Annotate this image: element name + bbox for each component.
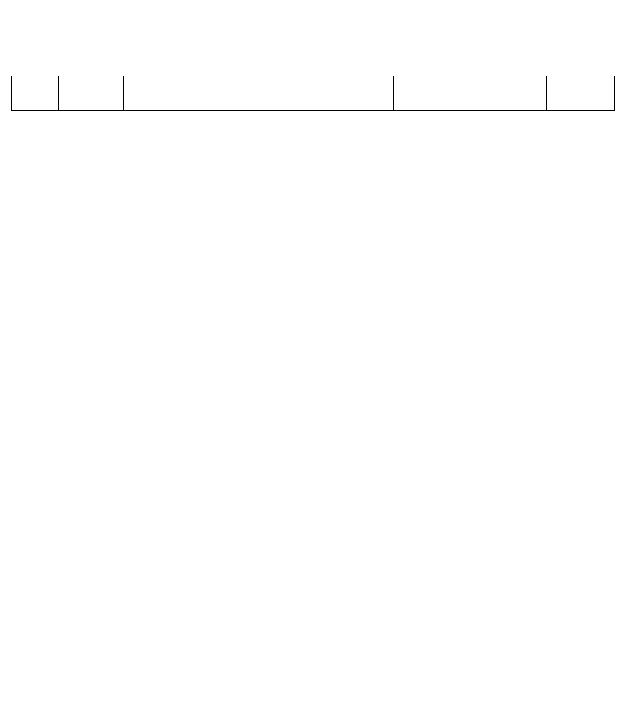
header-group-cell <box>12 76 59 111</box>
header-treatment <box>394 76 547 111</box>
header-state <box>547 76 615 111</box>
header-fat <box>124 76 394 111</box>
header-score <box>59 76 124 111</box>
table-header <box>11 76 615 111</box>
